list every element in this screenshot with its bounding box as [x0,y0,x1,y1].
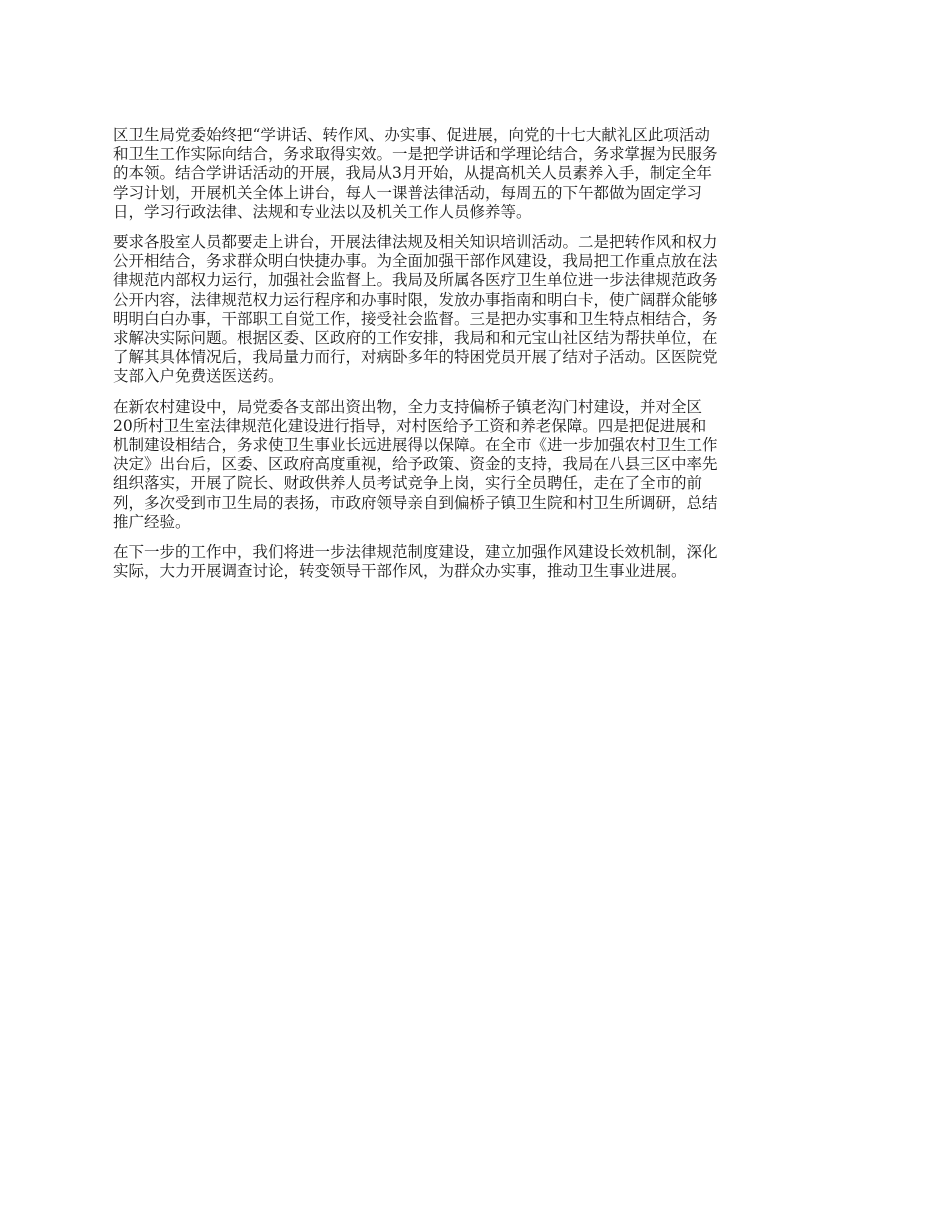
text-line: 的本领。结合学讲话活动的开展，我局从3月开始，从提高机关人员素养入手，制定全年 [113,164,712,183]
text-line: 20所村卫生室法律规范化建设进行指导，对村医给予工资和养老保障。四是把促进展和 [113,416,707,435]
document-body [113,126,839,592]
text-line: 要求各股室人员都要走上讲台，开展法律法规及相关知识培训活动。二是把转作风和权力 [113,233,718,252]
text-line: 在下一步的工作中，我们将进一步法律规范制度建设，建立加强作风建设长效机制，深化 [113,543,718,562]
text-line: 实际，大力开展调查讨论，转变领导干部作风，为群众办实事，推动卫生事业进展。 [113,562,687,581]
text-line: 了解其具体情况后，我局量力而行，对病卧多年的特困党员开展了结对子活动。区医院党 [113,348,718,367]
paragraph-3 [113,398,839,532]
text-line: 公开内容，法律规范权力运行程序和办事时限，发放办事指南和明白卡，使广阔群众能够 [113,290,718,309]
paragraph-4 [113,543,839,581]
text-line: 区卫生局党委始终把“学讲话、转作风、办实事、促进展，向党的十七大献礼区此项活动 [113,126,710,144]
text-line: 求解决实际问题。根据区委、区政府的工作安排，我局和和元宝山社区结为帮扶单位，在 [113,329,718,348]
text-line: 决定》出台后，区委、区政府高度重视，给予政策、资金的支持，我局在八县三区中率先 [113,455,718,474]
text-line: 在新农村建设中，局党委各支部出资出物，全力支持偏桥子镇老沟门村建设，并对全区 [113,397,703,416]
text-line: 公开相结合，务求群众明白快捷办事。为全面加强干部作风建设，我局把工作重点放在法 [113,252,718,271]
text-line: 日，学习行政法律、法规和专业法以及机关工作人员修养等。 [113,202,532,221]
text-line: 组织落实，开展了院长、财政供养人员考试竞争上岗，实行全员聘任，走在了全市的前 [113,474,703,493]
text-line: 机制建设相结合，务求使卫生事业长远进展得以保障。在全市《进一步加强农村卫生工作 [113,436,718,455]
text-line: 律规范内部权力运行，加强社会监督上。我局及所属各医疗卫生单位进一步法律规范政务 [113,271,718,290]
text-line: 学习计划，开展机关全体上讲台，每人一课普法律活动，每周五的下午都做为固定学习 [113,183,703,202]
text-line: 和卫生工作实际向结合，务求取得实效。一是把学讲话和学理论结合，务求掌握为民服务 [113,145,718,164]
text-line: 支部入户免费送医送药。 [113,367,284,386]
paragraph-1 [113,126,839,222]
text-line: 推广经验。 [113,512,191,531]
text-line: 列，多次受到市卫生局的表扬，市政府领导亲自到偏桥子镇卫生院和村卫生所调研，总结 [113,493,718,512]
paragraph-2 [113,233,839,387]
text-line: 明明白白办事，干部职工自觉工作，接受社会监督。三是把办实事和卫生特点相结合，务 [113,309,718,328]
